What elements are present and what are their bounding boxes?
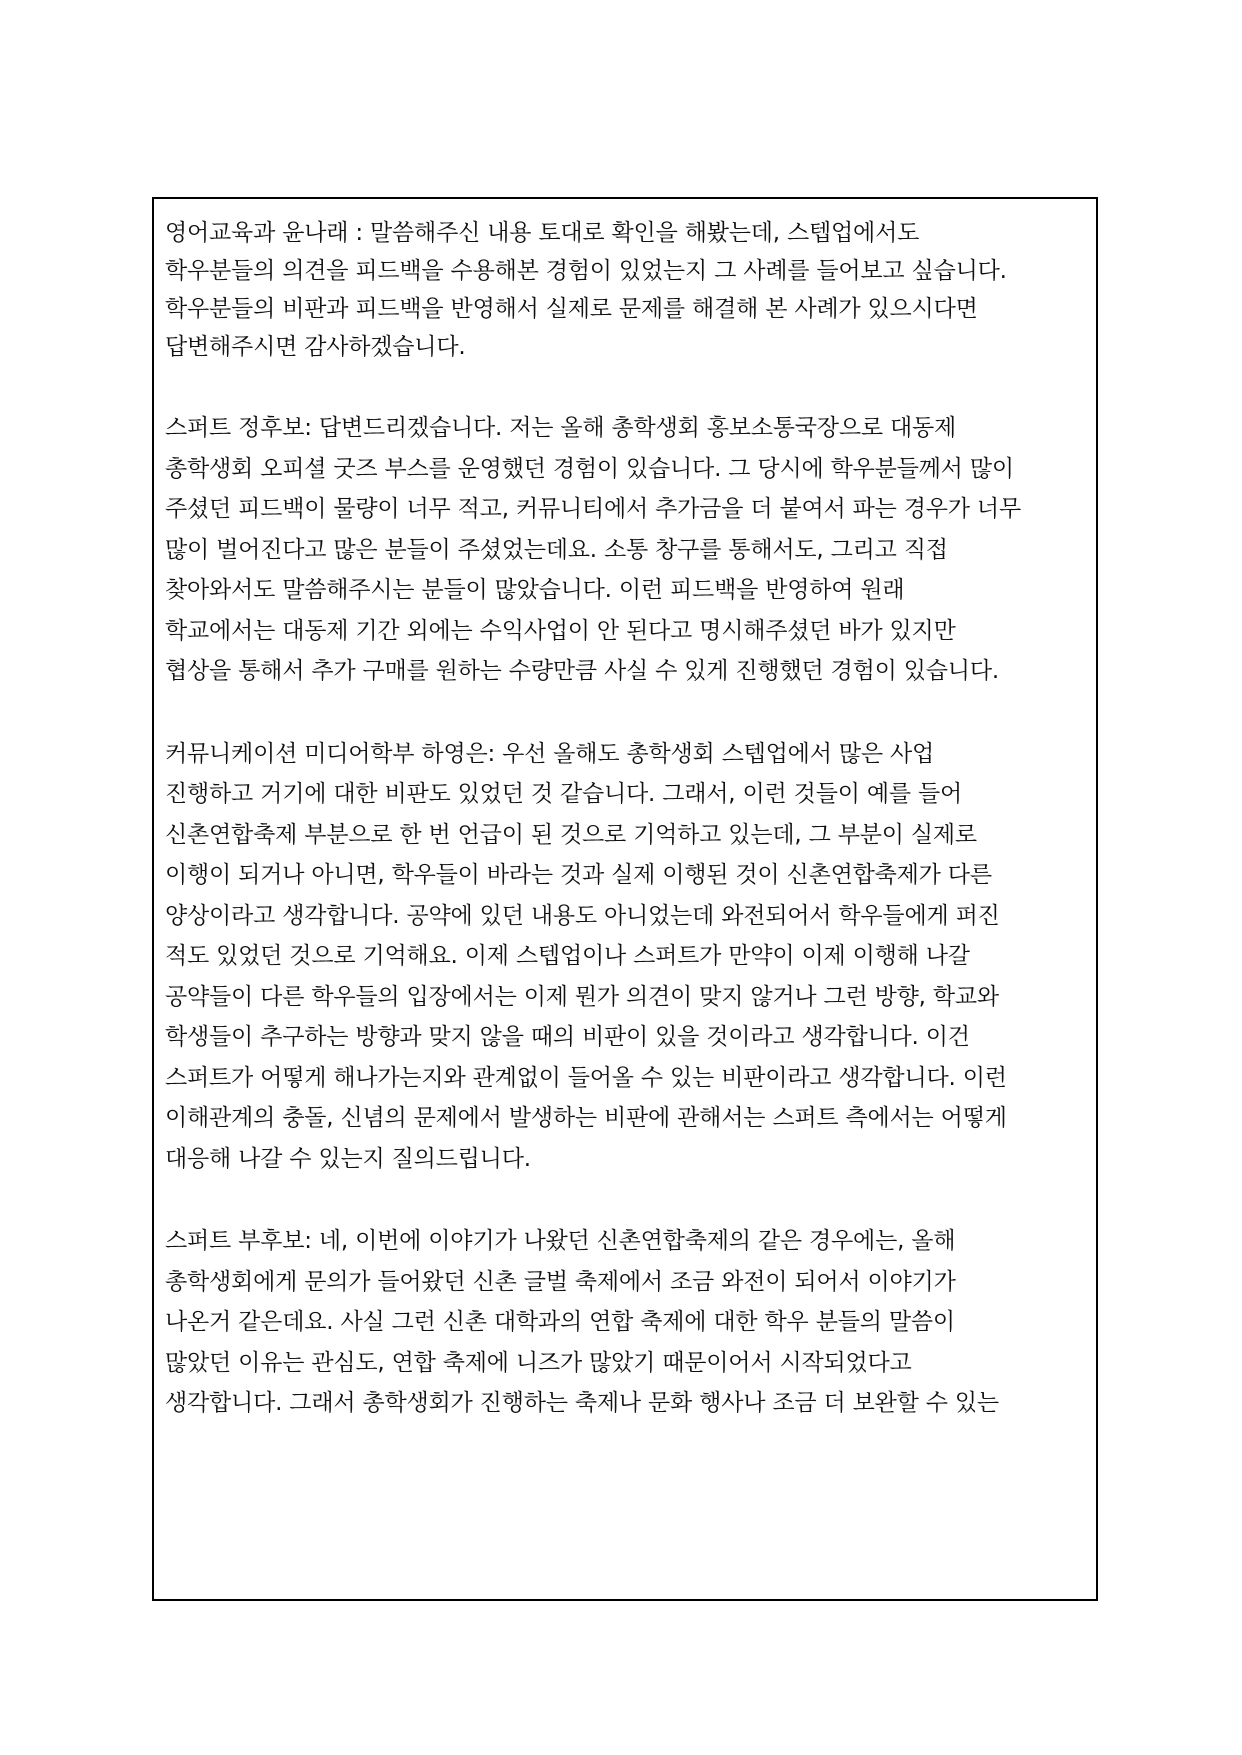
- text-line: 이행이 되거나 아니면, 학우들이 바라는 것과 실제 이행된 것이 신촌연합축제가 다른: [165, 862, 992, 888]
- text-line: 적도 있었던 것으로 기억해요. 이제 스텝업이나 스퍼트가 만약이 이제 이행해 나갈: [165, 943, 970, 969]
- text-line: 학생들이 추구하는 방향과 맞지 않을 때의 비판이 있을 것이라고 생각합니다. 이건: [165, 1024, 970, 1050]
- paragraph-gap: [165, 692, 1082, 734]
- text-line: 찾아와서도 말씀해주시는 분들이 많았습니다. 이런 피드백을 반영하여 원래: [165, 577, 905, 603]
- text-line: 생각합니다. 그래서 총학생회가 진행하는 축제나 문화 행사나 조금 더 보완할 수 있는: [165, 1390, 999, 1416]
- text-line: 영어교육과 윤나래 : 말씀해주신 내용 토대로 확인을 해봤는데, 스텝업에서도: [165, 220, 920, 246]
- text-line: 답변해주시면 감사하겠습니다.: [165, 334, 466, 360]
- text-line: 진행하고 거기에 대한 비판도 있었던 것 같습니다. 그래서, 이런 것들이 예를 들어: [165, 781, 963, 807]
- paragraph-answer-1: [165, 408, 1082, 692]
- text-line: 총학생회에게 문의가 들어왔던 신촌 글벌 축제에서 조금 와전이 되어서 이야기가: [165, 1268, 956, 1295]
- text-line: 이해관계의 충돌, 신념의 문제에서 발생하는 비판에 관해서는 스퍼트 측에서는 어떻게: [165, 1105, 1007, 1131]
- text-line: 주셨던 피드백이 물량이 너무 적고, 커뮤니티에서 추가금을 더 붙여서 파는 경우가 너무: [165, 496, 1021, 522]
- text-line: 양상이라고 생각합니다. 공약에 있던 내용도 아니었는데 와전되어서 학우들에게 퍼진: [165, 902, 1000, 929]
- text-line: 학우분들의 비판과 피드백을 반영해서 실제로 문제를 해결해 본 사례가 있으시다면: [165, 296, 978, 322]
- text-line: 많이 벌어진다고 많은 분들이 주셨었는데요. 소통 창구를 통해서도, 그리고 직접: [165, 536, 948, 563]
- text-line: 스퍼트가 어떻게 해나가는지와 관계없이 들어올 수 있는 비판이라고 생각합니다. 이런: [165, 1064, 1007, 1091]
- text-line: 많았던 이유는 관심도, 연합 축제에 니즈가 많았기 때문이어서 시작되었다고: [165, 1349, 912, 1376]
- text-line: 협상을 통해서 추가 구매를 원하는 수량만큼 사실 수 있게 진행했던 경험이 있습니다.: [165, 658, 999, 684]
- paragraph-gap: [165, 1179, 1082, 1221]
- text-line: 대응해 나갈 수 있는지 질의드립니다.: [165, 1145, 531, 1172]
- paragraph-question-1: [165, 214, 1082, 366]
- text-line: 학교에서는 대동제 기간 외에는 수익사업이 안 된다고 명시해주셨던 바가 있지만: [165, 617, 956, 644]
- text-line: 스퍼트 정후보: 답변드리겠습니다. 저는 올해 총학생회 홍보소통국장으로 대동제: [165, 415, 957, 441]
- paragraph-question-2: [165, 734, 1082, 1180]
- text-line: 공약들이 다른 학우들의 입장에서는 이제 뭔가 의견이 맞지 않거나 그런 방향, 학교와: [165, 983, 999, 1010]
- text-line: 총학생회 오피셜 굿즈 부스를 운영했던 경험이 있습니다. 그 당시에 학우분들께서 많이: [165, 455, 1014, 482]
- text-line: 나온거 같은데요. 사실 그런 신촌 대학과의 연합 축제에 대한 학우 분들의 말씀이: [165, 1309, 955, 1335]
- text-line: 커뮤니케이션 미디어학부 하영은: 우선 올해도 총학생회 스텝업에서 많은 사업: [165, 740, 935, 767]
- paragraph-answer-2: [165, 1221, 1082, 1424]
- text-line: 학우분들의 의견을 피드백을 수용해본 경험이 있었는지 그 사례를 들어보고 싶습니다.: [165, 258, 1007, 284]
- transcript-box: [152, 197, 1098, 1601]
- text-line: 신촌연합축제 부분으로 한 번 언급이 된 것으로 기억하고 있는데, 그 부분이 실제로: [165, 821, 977, 848]
- paragraph-gap: [165, 366, 1082, 408]
- text-line: 스퍼트 부후보: 네, 이번에 이야기가 나왔던 신촌연합축제의 같은 경우에는, 올해: [165, 1228, 956, 1254]
